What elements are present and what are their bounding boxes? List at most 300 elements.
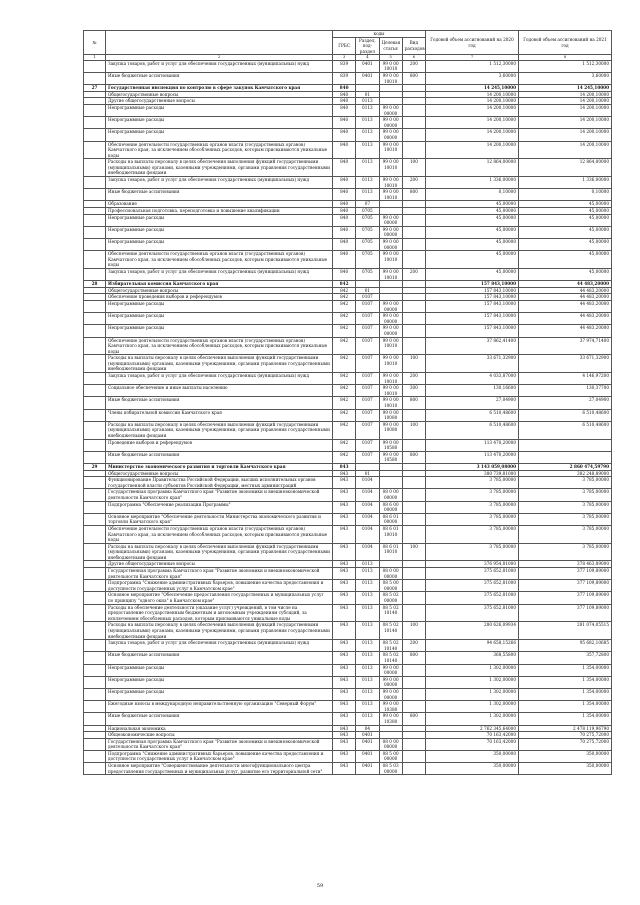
row-grbs: 843	[333, 463, 356, 470]
row-expense-type	[402, 409, 425, 421]
table-row	[84, 489, 612, 501]
row-name: Другие общегосударственные вопросы	[106, 98, 333, 105]
row-razdel: 0113	[356, 141, 379, 159]
row-amount-2020: 1 302,00000	[426, 664, 519, 676]
row-razdel: 0107	[356, 373, 379, 385]
row-amount-2020: 14 200,10000	[426, 98, 519, 105]
row-target-article: 08 5 03 00000	[379, 763, 402, 775]
row-amount-2021: 44 483,20000	[519, 287, 612, 294]
row-name: Основное мероприятие "Совершенствование деятельности многофункционального центра предоставления государственных и муниципальных услуг, развитие его территориальной сети"	[106, 763, 333, 775]
row-number	[84, 294, 106, 301]
row-amount-2021: 2 860 474,59790	[519, 463, 612, 470]
row-grbs: 842	[333, 300, 356, 312]
row-expense-type	[402, 91, 425, 98]
row-grbs: 843	[333, 592, 356, 604]
row-expense-type: 100	[402, 421, 425, 439]
row-amount-2021: 377 109,89000	[519, 568, 612, 580]
row-razdel: 0113	[356, 177, 379, 189]
row-razdel: 0104	[356, 477, 379, 489]
row-number	[84, 592, 106, 604]
row-grbs: 842	[333, 421, 356, 439]
row-target-article: 99 0 00 00000	[379, 214, 402, 226]
row-number	[84, 561, 106, 568]
row-amount-2021: 33 671,32900	[519, 355, 612, 373]
row-number	[84, 60, 106, 72]
row-amount-2021: 45,00000	[519, 251, 612, 269]
row-number: 29	[84, 463, 106, 470]
row-expense-type	[402, 463, 425, 470]
row-name: Иные бюджетные ассигнования	[106, 451, 333, 463]
row-name: Профессиональная подготовка, переподготовка и повышение квалификации	[106, 208, 333, 215]
row-amount-2021: 3 785,00000	[519, 543, 612, 561]
row-grbs: 840	[333, 177, 356, 189]
row-razdel: 0705	[356, 251, 379, 269]
table-row	[84, 732, 612, 739]
row-target-article	[379, 201, 402, 208]
row-target-article: 08 0 00 00000	[379, 489, 402, 501]
table-row	[84, 409, 612, 421]
row-amount-2021: 14 200,10000	[519, 129, 612, 141]
row-razdel: 0107	[356, 355, 379, 373]
row-expense-type	[402, 313, 425, 325]
row-amount-2020: 130,16600	[426, 385, 519, 397]
row-amount-2021: 0,10000	[519, 189, 612, 201]
row-number	[84, 439, 106, 451]
row-target-article: 08 0 00 00000	[379, 738, 402, 750]
row-name: Подпрограмма "Обеспечение реализации Программы"	[106, 501, 333, 513]
row-number	[84, 104, 106, 116]
row-number	[84, 226, 106, 238]
row-target-article	[379, 732, 402, 739]
row-grbs: 840	[333, 251, 356, 269]
row-target-article: 99 0 00 10010	[379, 397, 402, 409]
row-number	[84, 397, 106, 409]
row-target-article: 08 5 00 00000	[379, 580, 402, 592]
row-grbs: 843	[333, 489, 356, 501]
row-amount-2021: 1 354,00000	[519, 713, 612, 725]
table-row	[84, 688, 612, 700]
table-row	[84, 300, 612, 312]
row-name: Иные бюджетные ассигнования	[106, 713, 333, 725]
row-grbs: 840	[333, 85, 356, 92]
row-razdel: 0107	[356, 397, 379, 409]
row-grbs: 842	[333, 294, 356, 301]
row-number	[84, 355, 106, 373]
table-row	[84, 117, 612, 129]
row-expense-type	[402, 294, 425, 301]
row-target-article: 08 5 02 00000	[379, 592, 402, 604]
row-amount-2021: 70 275,72000	[519, 738, 612, 750]
row-amount-2021: 27,04900	[519, 397, 612, 409]
row-grbs: 839	[333, 60, 356, 72]
row-razdel: 0107	[356, 421, 379, 439]
row-number	[84, 287, 106, 294]
row-amount-2020: 157 843,10000	[426, 281, 519, 288]
row-amount-2021: 281 074,05515	[519, 622, 612, 640]
row-target-article: 08 5 00 00000	[379, 750, 402, 762]
row-name: Закупка товаров, работ и услуг для обеспечения государственных (муниципальных) нужд	[106, 268, 333, 280]
row-razdel: 07	[356, 201, 379, 208]
row-razdel	[356, 281, 379, 288]
row-name: Расходы на обеспечение деятельности (оказание услуг) учреждений, в том числе на предоставление государственным бюджетным и автономным учреждениям субсидий, за исключением обособленных расходов, которым присваиваются уникальные коды	[106, 604, 333, 622]
table-row	[84, 701, 612, 713]
row-amount-2020: 70 163,42000	[426, 732, 519, 739]
row-grbs: 842	[333, 287, 356, 294]
row-amount-2021: 3 785,00000	[519, 513, 612, 525]
row-grbs: 843	[333, 713, 356, 725]
row-name: Иные бюджетные ассигнования	[106, 397, 333, 409]
row-razdel: 0401	[356, 732, 379, 739]
row-expense-type: 200	[402, 177, 425, 189]
row-razdel: 0107	[356, 409, 379, 421]
row-target-article: 99 0 00 00000	[379, 676, 402, 688]
row-amount-2021: 14 200,10000	[519, 91, 612, 98]
row-target-article: 08 5 02 10140	[379, 640, 402, 652]
row-name: Основное мероприятие "Обеспечение предоставления государственных и муниципальных услуг по принципу "одного окна" в Камчатском крае"	[106, 592, 333, 604]
row-amount-2020: 3 785,00000	[426, 489, 519, 501]
row-amount-2021: 1 354,00000	[519, 664, 612, 676]
table-row	[84, 251, 612, 269]
row-name: Закупка товаров, работ и услуг для обеспечения государственных (муниципальных) нужд	[106, 373, 333, 385]
row-expense-type	[402, 208, 425, 215]
index-cell: 7	[426, 55, 519, 60]
row-amount-2021: 44 483,20000	[519, 300, 612, 312]
row-number	[84, 141, 106, 159]
row-grbs: 843	[333, 725, 356, 732]
row-expense-type	[402, 725, 425, 732]
row-target-article: 99 0 00 10010	[379, 268, 402, 280]
table-row	[84, 177, 612, 189]
header-year-2020: Годовой объем ассигнований на 2020 год	[426, 31, 519, 55]
row-number	[84, 208, 106, 215]
table-row	[84, 421, 612, 439]
row-amount-2021: 3 785,00000	[519, 525, 612, 543]
row-amount-2020: 157 843,10000	[426, 300, 519, 312]
row-amount-2020: 70 163,42000	[426, 738, 519, 750]
row-number	[84, 763, 106, 775]
row-amount-2020: 380 739,81000	[426, 470, 519, 477]
row-amount-2020: 1 302,00000	[426, 688, 519, 700]
row-amount-2020: 1 302,00000	[426, 676, 519, 688]
row-expense-type	[402, 129, 425, 141]
row-amount-2020: 157 843,10000	[426, 287, 519, 294]
row-amount-2020: 157 843,10000	[426, 313, 519, 325]
row-number	[84, 239, 106, 251]
row-razdel: 0107	[356, 337, 379, 355]
row-grbs: 840	[333, 201, 356, 208]
row-expense-type: 800	[402, 397, 425, 409]
row-amount-2021: 3 785,00000	[519, 501, 612, 513]
row-grbs: 842	[333, 397, 356, 409]
row-grbs: 842	[333, 355, 356, 373]
row-grbs: 843	[333, 750, 356, 762]
row-expense-type	[402, 300, 425, 312]
row-expense-type	[402, 98, 425, 105]
row-razdel: 0104	[356, 501, 379, 513]
row-name: Обеспечение проведения выборов и референдумов	[106, 294, 333, 301]
row-number	[84, 513, 106, 525]
row-amount-2021: 1 512,30000	[519, 60, 612, 72]
row-razdel: 0705	[356, 268, 379, 280]
row-grbs: 842	[333, 373, 356, 385]
row-amount-2021: 1 336,00000	[519, 177, 612, 189]
row-number	[84, 373, 106, 385]
header-year-2021: Годовой объем ассигнований на 2021 год	[519, 31, 612, 55]
row-amount-2021: 6 510,48600	[519, 421, 612, 439]
row-amount-2021: 2 478 119,96790	[519, 725, 612, 732]
row-name: Иные бюджетные ассигнования	[106, 72, 333, 84]
row-expense-type: 100	[402, 543, 425, 561]
row-number	[84, 732, 106, 739]
row-amount-2020: 2 762 345,64000	[426, 725, 519, 732]
row-target-article: 99 0 00 00000	[379, 239, 402, 251]
row-expense-type: 200	[402, 640, 425, 652]
row-name: Обеспечение деятельности государственных органов власти (государственных органов) Камчатского края, за исключением обособленных расходов, которым присваиваются уникальные коды	[106, 337, 333, 355]
row-razdel: 0705	[356, 239, 379, 251]
table-row	[84, 294, 612, 301]
row-amount-2020: 94 658,15266	[426, 640, 519, 652]
row-target-article	[379, 208, 402, 215]
row-expense-type	[402, 239, 425, 251]
table-row	[84, 104, 612, 116]
row-amount-2021: 45,00000	[519, 239, 612, 251]
row-grbs: 840	[333, 189, 356, 201]
row-expense-type	[402, 85, 425, 92]
row-target-article: 99 0 00 00000	[379, 664, 402, 676]
index-cell: 2	[106, 55, 333, 60]
index-cell: 1	[84, 55, 106, 60]
row-name: Проведение выборов и референдумов	[106, 439, 333, 451]
row-name: Расходы на выплаты персоналу в целях обеспечения выполнения функций государственными (муниципальными) органами, казенными учреждениями, органами управления государственными внебюджетными фондами	[106, 622, 333, 640]
row-target-article: 99 0 00 10010	[379, 355, 402, 373]
row-amount-2020: 3 785,00000	[426, 525, 519, 543]
row-number	[84, 300, 106, 312]
row-target-article	[379, 287, 402, 294]
row-name: Избирательная комиссия Камчатского края	[106, 281, 333, 288]
row-target-article	[379, 281, 402, 288]
row-target-article: 08 5 02 10140	[379, 604, 402, 622]
table-row	[84, 676, 612, 688]
budget-table-sheet	[83, 30, 612, 775]
table-row	[84, 226, 612, 238]
row-razdel: 0104	[356, 543, 379, 561]
row-amount-2020: 45,00000	[426, 201, 519, 208]
row-target-article: 99 0 00 10010	[379, 385, 402, 397]
row-target-article	[379, 98, 402, 105]
row-amount-2020: 350,00000	[426, 750, 519, 762]
row-amount-2020: 157 843,10000	[426, 294, 519, 301]
row-amount-2021: 45,00000	[519, 208, 612, 215]
row-expense-type	[402, 141, 425, 159]
row-number	[84, 421, 106, 439]
row-amount-2020: 1 336,00000	[426, 177, 519, 189]
row-razdel: 0107	[356, 300, 379, 312]
row-razdel: 0401	[356, 72, 379, 84]
row-amount-2020: 3,60000	[426, 72, 519, 84]
row-amount-2021: 350,00000	[519, 763, 612, 775]
row-target-article: 08 6 01 10010	[379, 543, 402, 561]
table-row	[84, 525, 612, 543]
row-name: Другие общегосударственные вопросы	[106, 561, 333, 568]
row-name: Непрограммные расходы	[106, 664, 333, 676]
row-target-article: 99 0 00 10010	[379, 189, 402, 201]
row-grbs: 839	[333, 72, 356, 84]
row-amount-2020: 3 785,00000	[426, 501, 519, 513]
row-grbs: 840	[333, 141, 356, 159]
row-expense-type	[402, 117, 425, 129]
row-number	[84, 713, 106, 725]
row-expense-type: 800	[402, 72, 425, 84]
table-row	[84, 325, 612, 337]
row-amount-2021: 377 109,89000	[519, 580, 612, 592]
table-row	[84, 470, 612, 477]
row-name: Закупка товаров, работ и услуг для обеспечения государственных (муниципальных) нужд	[106, 640, 333, 652]
row-grbs: 840	[333, 214, 356, 226]
row-target-article: 99 0 00 00000	[379, 688, 402, 700]
row-razdel: 0705	[356, 226, 379, 238]
row-razdel: 0113	[356, 640, 379, 652]
row-target-article	[379, 463, 402, 470]
row-grbs: 843	[333, 763, 356, 775]
row-grbs: 843	[333, 501, 356, 513]
row-target-article: 99 0 00 10010	[379, 251, 402, 269]
row-amount-2021: 14 245,10000	[519, 85, 612, 92]
row-target-article: 08 5 02 10140	[379, 622, 402, 640]
row-name: Непрограммные расходы	[106, 226, 333, 238]
row-amount-2020: 280 626,09934	[426, 622, 519, 640]
row-expense-type	[402, 226, 425, 238]
row-amount-2021: 70 275,72000	[519, 732, 612, 739]
row-amount-2021	[519, 439, 612, 451]
table-row	[84, 60, 612, 72]
row-target-article: 99 0 00 10010	[379, 159, 402, 177]
row-name: Расходы на выплаты персоналу в целях обеспечения выполнения функций государственными (муниципальными) органами, казенными учреждениями, органами управления государственными внебюджетными фондами	[106, 543, 333, 561]
row-grbs: 842	[333, 313, 356, 325]
row-expense-type	[402, 287, 425, 294]
row-amount-2021: 382 248,89000	[519, 470, 612, 477]
row-grbs: 840	[333, 91, 356, 98]
row-amount-2021: 45,00000	[519, 226, 612, 238]
row-expense-type	[402, 568, 425, 580]
row-amount-2021: 4 146,97200	[519, 373, 612, 385]
row-grbs: 843	[333, 543, 356, 561]
header-num: №	[84, 31, 106, 55]
row-razdel: 0104	[356, 489, 379, 501]
row-amount-2021: 44 483,20000	[519, 281, 612, 288]
row-number	[84, 201, 106, 208]
table-row	[84, 580, 612, 592]
table-row	[84, 91, 612, 98]
table-row	[84, 201, 612, 208]
row-amount-2020: 3 143 059,08000	[426, 463, 519, 470]
row-name: Функционирование Правительства Российской Федерации, высших исполнительных органов государственной власти субъектов Российской Федерации, местных администраций	[106, 477, 333, 489]
row-name: Обеспечение деятельности государственных органов власти (государственных органов) Камчатского края, за исключением обособленных расходов, которым присваиваются уникальные коды	[106, 141, 333, 159]
row-target-article	[379, 91, 402, 98]
row-razdel: 0401	[356, 738, 379, 750]
table-row	[84, 98, 612, 105]
row-target-article: 99 0 00 10010	[379, 141, 402, 159]
row-amount-2020: 6 510,48600	[426, 421, 519, 439]
row-target-article	[379, 477, 402, 489]
row-amount-2020: 33 671,32900	[426, 355, 519, 373]
row-amount-2020: 4 033,87000	[426, 373, 519, 385]
table-row	[84, 568, 612, 580]
row-number	[84, 738, 106, 750]
table-body	[84, 60, 612, 774]
row-name: Государственная инспекция по контролю в сфере закупок Камчатского края	[106, 85, 333, 92]
row-amount-2021: 1 354,00000	[519, 676, 612, 688]
row-amount-2020: 27,04900	[426, 397, 519, 409]
row-razdel: 0107	[356, 325, 379, 337]
row-amount-2020: 45,00000	[426, 226, 519, 238]
row-number	[84, 91, 106, 98]
row-expense-type: 100	[402, 622, 425, 640]
row-name: Члены избирательной комиссии Камчатского края	[106, 409, 333, 421]
row-name: Основное мероприятие "Обеспечение деятельности Министерства экономического развития и торговли Камчатского края"	[106, 513, 333, 525]
row-target-article: 99 0 00 10010	[379, 60, 402, 72]
row-grbs: 840	[333, 208, 356, 215]
row-amount-2020: 375 652,81000	[426, 568, 519, 580]
row-amount-2020: 0,10000	[426, 189, 519, 201]
row-name: Непрограммные расходы	[106, 325, 333, 337]
row-razdel: 0113	[356, 604, 379, 622]
row-number: 28	[84, 281, 106, 288]
row-target-article: 99 0 00 10010	[379, 72, 402, 84]
row-amount-2020: 14 200,10000	[426, 129, 519, 141]
table-row	[84, 543, 612, 561]
row-expense-type	[402, 337, 425, 355]
row-razdel: 0113	[356, 622, 379, 640]
row-expense-type: 800	[402, 713, 425, 725]
row-name: Непрограммные расходы	[106, 117, 333, 129]
table-row	[84, 738, 612, 750]
row-name: Расходы на выплаты персоналу в целях обеспечения выполнения функций государственными (муниципальными) органами, казенными учреждениями, органами управления государственными внебюджетными фондами	[106, 159, 333, 177]
row-grbs: 843	[333, 688, 356, 700]
row-expense-type	[402, 592, 425, 604]
row-amount-2020: 14 245,10000	[426, 85, 519, 92]
row-amount-2021: 45,00000	[519, 201, 612, 208]
row-name: Государственная программа Камчатского края "Развитие экономики и внешнеэкономической деятельности Камчатского края"	[106, 738, 333, 750]
row-target-article	[379, 85, 402, 92]
row-amount-2020: 45,00000	[426, 214, 519, 226]
table-row	[84, 451, 612, 463]
table-row	[84, 268, 612, 280]
row-expense-type: 800	[402, 189, 425, 201]
row-razdel: 0107	[356, 294, 379, 301]
row-name: Общегосударственные вопросы	[106, 287, 333, 294]
row-target-article: 08 6 00 00000	[379, 501, 402, 513]
row-target-article: 08 6 01 00000	[379, 513, 402, 525]
row-number	[84, 129, 106, 141]
row-number	[84, 640, 106, 652]
row-expense-type: 100	[402, 159, 425, 177]
row-razdel: 0113	[356, 568, 379, 580]
row-amount-2020: 14 200,10000	[426, 91, 519, 98]
row-grbs: 842	[333, 385, 356, 397]
row-amount-2020: 1 512,30000	[426, 60, 519, 72]
row-number	[84, 501, 106, 513]
row-name: Государственная программа Камчатского края "Развитие экономики и внешнеэкономической деятельности Камчатского края"	[106, 489, 333, 501]
row-razdel: 0113	[356, 129, 379, 141]
row-amount-2021: 377 109,89000	[519, 604, 612, 622]
row-amount-2021: 1 354,00000	[519, 701, 612, 713]
row-amount-2021	[519, 451, 612, 463]
row-amount-2020: 45,00000	[426, 251, 519, 269]
row-expense-type	[402, 439, 425, 451]
row-number	[84, 543, 106, 561]
header-grbs: ГРБС	[333, 37, 356, 55]
row-expense-type: 200	[402, 373, 425, 385]
